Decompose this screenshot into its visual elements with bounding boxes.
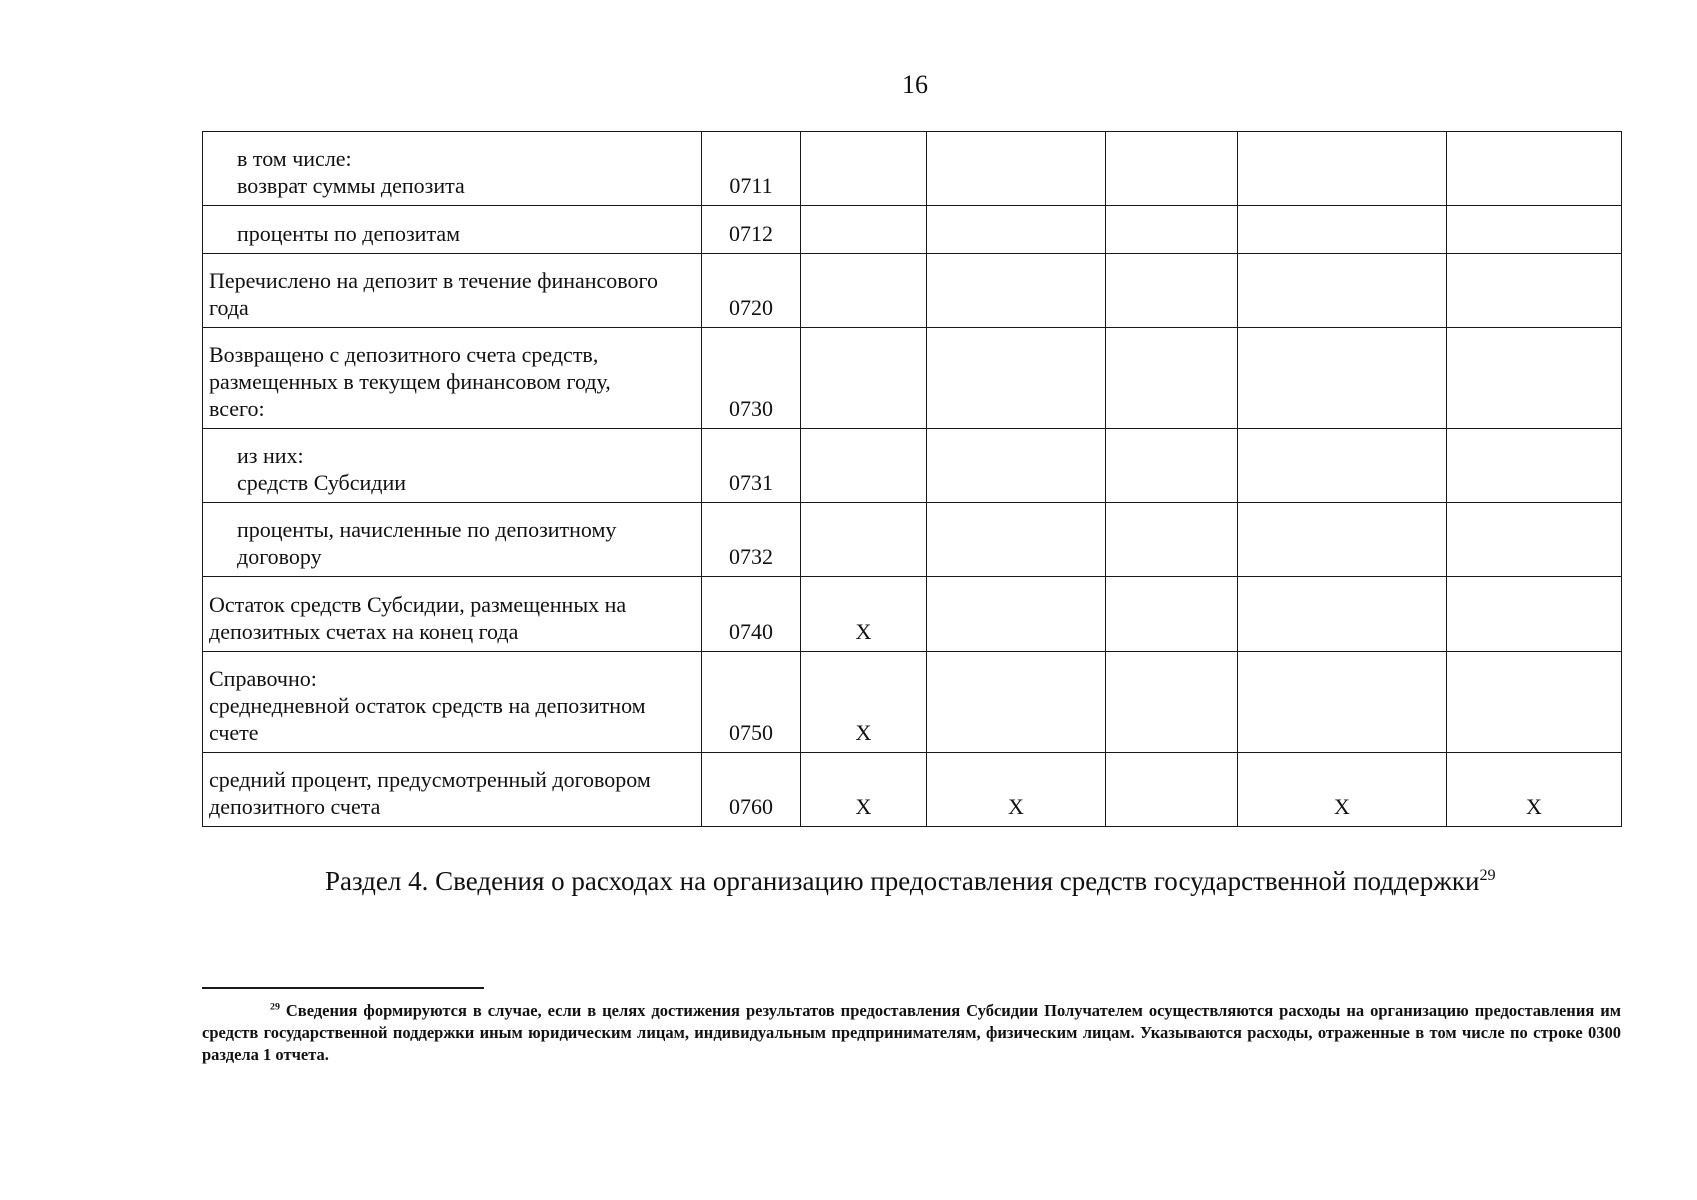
value-cell-col-4	[927, 429, 1106, 503]
value-cell-col-3: X	[801, 652, 927, 753]
table-row	[203, 254, 1622, 328]
row-code: 0712	[702, 206, 801, 254]
value-cell-col-6	[1238, 132, 1447, 206]
section-heading-footnote-ref: 29	[1479, 866, 1496, 884]
value-cell-col-5	[1106, 429, 1238, 503]
footnote-text: Сведения формируются в случае, если в целях достижения результатов предоставления Субсидии Получателем осуществляются расходы на организацию предоставления им средств государственной поддержки иным юридическим лицам, индивидуальным предпринимателям, физическим лицам. Указываются расходы, отраженные в том числе по строке 0300 раздела 1 отчета.	[202, 1001, 1621, 1064]
row-label: в том числе: возврат суммы депозита	[237, 146, 465, 198]
row-label-cell	[203, 429, 702, 503]
value-cell-col-3	[801, 429, 927, 503]
row-code: 0740	[702, 577, 801, 652]
table-row	[203, 132, 1622, 206]
footnote-mark: 29	[270, 1001, 280, 1013]
value-cell-col-5	[1106, 254, 1238, 328]
row-label: средний процент, предусмотренный договором депозитного счета	[209, 767, 651, 819]
row-label: Возвращено с депозитного счета средств, размещенных в текущем финансовом году, всего:	[209, 342, 611, 421]
value-cell-col-4	[927, 652, 1106, 753]
footnote-separator	[202, 987, 484, 989]
value-cell-col-4	[927, 577, 1106, 652]
value-cell-col-5	[1106, 132, 1238, 206]
value-cell-col-7	[1447, 652, 1622, 753]
section-4-heading	[325, 866, 1496, 897]
value-cell-col-7	[1447, 328, 1622, 429]
deposit-report-table	[202, 131, 1622, 827]
table-row	[203, 753, 1622, 827]
table-row	[203, 503, 1622, 577]
footnote-29	[202, 1000, 1621, 1066]
row-label-cell	[203, 328, 702, 429]
table-row	[203, 429, 1622, 503]
value-cell-col-7	[1447, 206, 1622, 254]
value-cell-col-3: X	[801, 577, 927, 652]
value-cell-col-3	[801, 503, 927, 577]
value-cell-col-6	[1238, 254, 1447, 328]
row-label: проценты по депозитам	[237, 221, 461, 246]
value-cell-col-3	[801, 254, 927, 328]
value-cell-col-4	[927, 206, 1106, 254]
value-cell-col-3	[801, 328, 927, 429]
row-code: 0720	[702, 254, 801, 328]
value-cell-col-7	[1447, 577, 1622, 652]
row-code: 0731	[702, 429, 801, 503]
row-label-cell	[203, 206, 702, 254]
value-cell-col-6: X	[1238, 753, 1447, 827]
value-cell-col-3	[801, 132, 927, 206]
row-label: из них: средств Субсидии	[237, 443, 407, 495]
section-heading-text: Раздел 4. Сведения о расходах на организацию предоставления средств государственной поддержки	[325, 866, 1480, 896]
value-cell-col-5	[1106, 503, 1238, 577]
row-label: Остаток средств Субсидии, размещенных на депозитных счетах на конец года	[209, 592, 627, 644]
value-cell-col-7	[1447, 503, 1622, 577]
value-cell-col-7	[1447, 254, 1622, 328]
value-cell-col-5	[1106, 652, 1238, 753]
value-cell-col-7	[1447, 429, 1622, 503]
row-label: Перечислено на депозит в течение финансового года	[209, 268, 659, 320]
row-label-cell	[203, 753, 702, 827]
table-body	[203, 132, 1622, 827]
value-cell-col-4: X	[927, 753, 1106, 827]
value-cell-col-6	[1238, 328, 1447, 429]
value-cell-col-3: X	[801, 753, 927, 827]
row-code: 0760	[702, 753, 801, 827]
value-cell-col-6	[1238, 652, 1447, 753]
value-cell-col-6	[1238, 429, 1447, 503]
row-code: 0732	[702, 503, 801, 577]
page-number: 16	[902, 70, 928, 99]
table-row	[203, 328, 1622, 429]
row-code: 0711	[702, 132, 801, 206]
row-label-cell	[203, 652, 702, 753]
value-cell-col-4	[927, 254, 1106, 328]
value-cell-col-3	[801, 206, 927, 254]
value-cell-col-4	[927, 328, 1106, 429]
table-row	[203, 577, 1622, 652]
value-cell-col-5	[1106, 206, 1238, 254]
row-code: 0750	[702, 652, 801, 753]
value-cell-col-6	[1238, 577, 1447, 652]
value-cell-col-6	[1238, 206, 1447, 254]
table-row	[203, 652, 1622, 753]
value-cell-col-4	[927, 132, 1106, 206]
row-label-cell	[203, 254, 702, 328]
value-cell-col-5	[1106, 328, 1238, 429]
row-label-cell	[203, 577, 702, 652]
row-label: Справочно: среднедневной остаток средств на депозитном счете	[209, 666, 646, 745]
row-code: 0730	[702, 328, 801, 429]
value-cell-col-5	[1106, 577, 1238, 652]
table-row	[203, 206, 1622, 254]
row-label-cell	[203, 132, 702, 206]
row-label-cell	[203, 503, 702, 577]
value-cell-col-4	[927, 503, 1106, 577]
value-cell-col-7	[1447, 132, 1622, 206]
value-cell-col-6	[1238, 503, 1447, 577]
row-label: проценты, начисленные по депозитному договору	[237, 517, 617, 569]
value-cell-col-5	[1106, 753, 1238, 827]
value-cell-col-7: X	[1447, 753, 1622, 827]
